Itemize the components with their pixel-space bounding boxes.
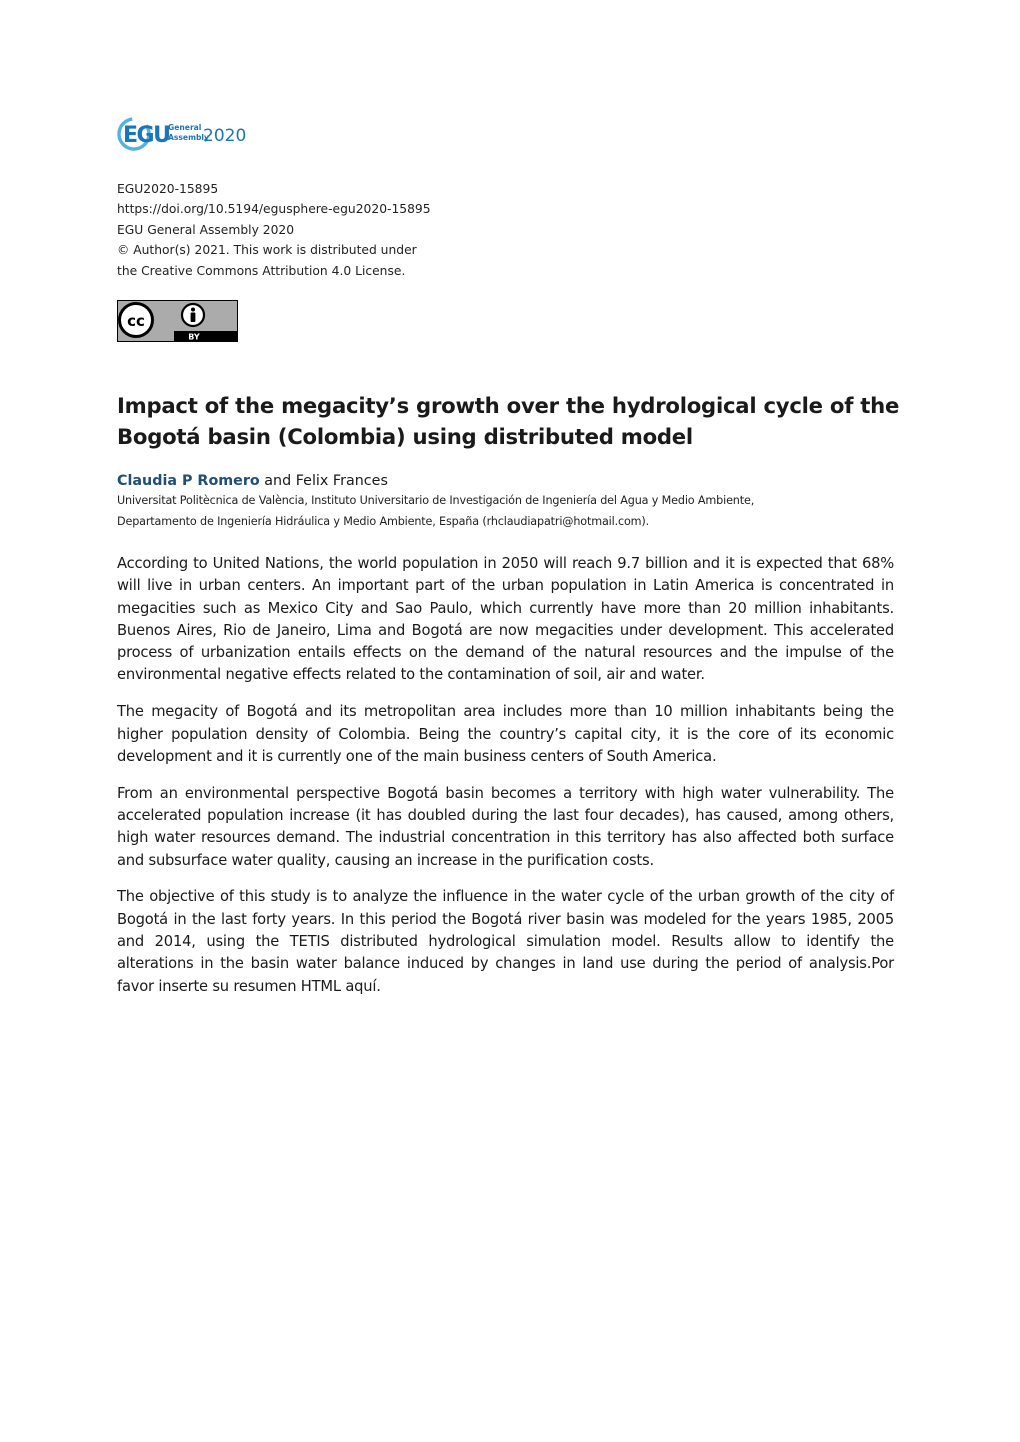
author-line (117, 471, 894, 491)
conference-name: EGU General Assembly 2020 (117, 222, 295, 237)
abstract-paragraph: The objective of this study is to analyze the influence in the water cycle of the urban growth of the city of Bogotá in the last forty years. In this period the Bogotá river basin was modeled for the years 1985, 2005 and 2014, using the TETIS distributed hydrological simulation model. Results allow to identify the alterations in the basin water balance induced by changes in land use during the period of analysis.Por favor inserte su resumen HTML aquí. (117, 888, 894, 995)
affiliation-line-1: Universitat Politècnica de València, Instituto Universitario de Investigación de Ingeniería del Agua y Medio Ambiente, (117, 494, 755, 507)
co-authors: and Felix Frances (259, 473, 388, 489)
cc-icon-text: cc (127, 312, 145, 330)
paper-metadata (117, 179, 617, 281)
abstract-paragraph: According to United Nations, the world population in 2050 will reach 9.7 billion and it is expected that 68% will live in urban centers. An important part of the urban population in Latin America is concentrated in megacities such as Mexico City and Sao Paulo, which currently have more than 20 million inhabitants. Buenos Aires, Rio de Janeiro, Lima and Bogotá are now megacities under development. This accelerated process of urbanization entails effects on the demand of the natural resources and the impulse of the environmental negative effects related to the contamination of soil, air and water. (117, 555, 894, 684)
abstract-paragraph: The megacity of Bogotá and its metropolitan area includes more than 10 million inhabitants being the higher population density of Colombia. Being the country’s capital city, it is the core of its economic development and it is currently one of the main business centers of South America. (117, 703, 894, 765)
license-notice: the Creative Commons Attribution 4.0 License. (117, 263, 406, 278)
abstract-paragraph: From an environmental perspective Bogotá basin becomes a territory with high water vulnerability. The accelerated population increase (it has doubled during the last four decades), has caused, among others, high water resources demand. The industrial concentration in this territory has also affected both surface and subsurface water quality, causing an increase in the purification costs. (117, 784, 894, 869)
doi-link[interactable]: https://doi.org/10.5194/egusphere-egu2020-15895 (117, 202, 431, 217)
lead-author: Claudia P Romero (117, 473, 260, 489)
logo-year: 2020 (203, 126, 247, 146)
paper-title: Impact of the megacity’s growth over the hydrological cycle of the Bogotá basin (Colombia) using distributed model (117, 393, 900, 449)
by-person-head (191, 308, 195, 312)
badge-dark-strip (174, 331, 237, 341)
abstract-id: EGU2020-15895 (117, 182, 219, 196)
copyright-notice: © Author(s) 2021. This work is distributed under (117, 243, 417, 258)
abstract-body (117, 553, 894, 1012)
affiliation-line-2: Departamento de Ingeniería Hidráulica y Medio Ambiente, España (rhclaudiapatri@hotmail.com). (117, 514, 650, 528)
egu-logo (117, 115, 257, 155)
logo-line2: Assembly (168, 133, 209, 142)
affiliation (117, 491, 907, 532)
logo-letters: EGU (123, 123, 170, 148)
by-label: BY (188, 332, 200, 342)
cc-by-license-badge[interactable] (117, 300, 238, 342)
logo-line1: General (168, 123, 202, 132)
by-person-body (191, 313, 196, 323)
